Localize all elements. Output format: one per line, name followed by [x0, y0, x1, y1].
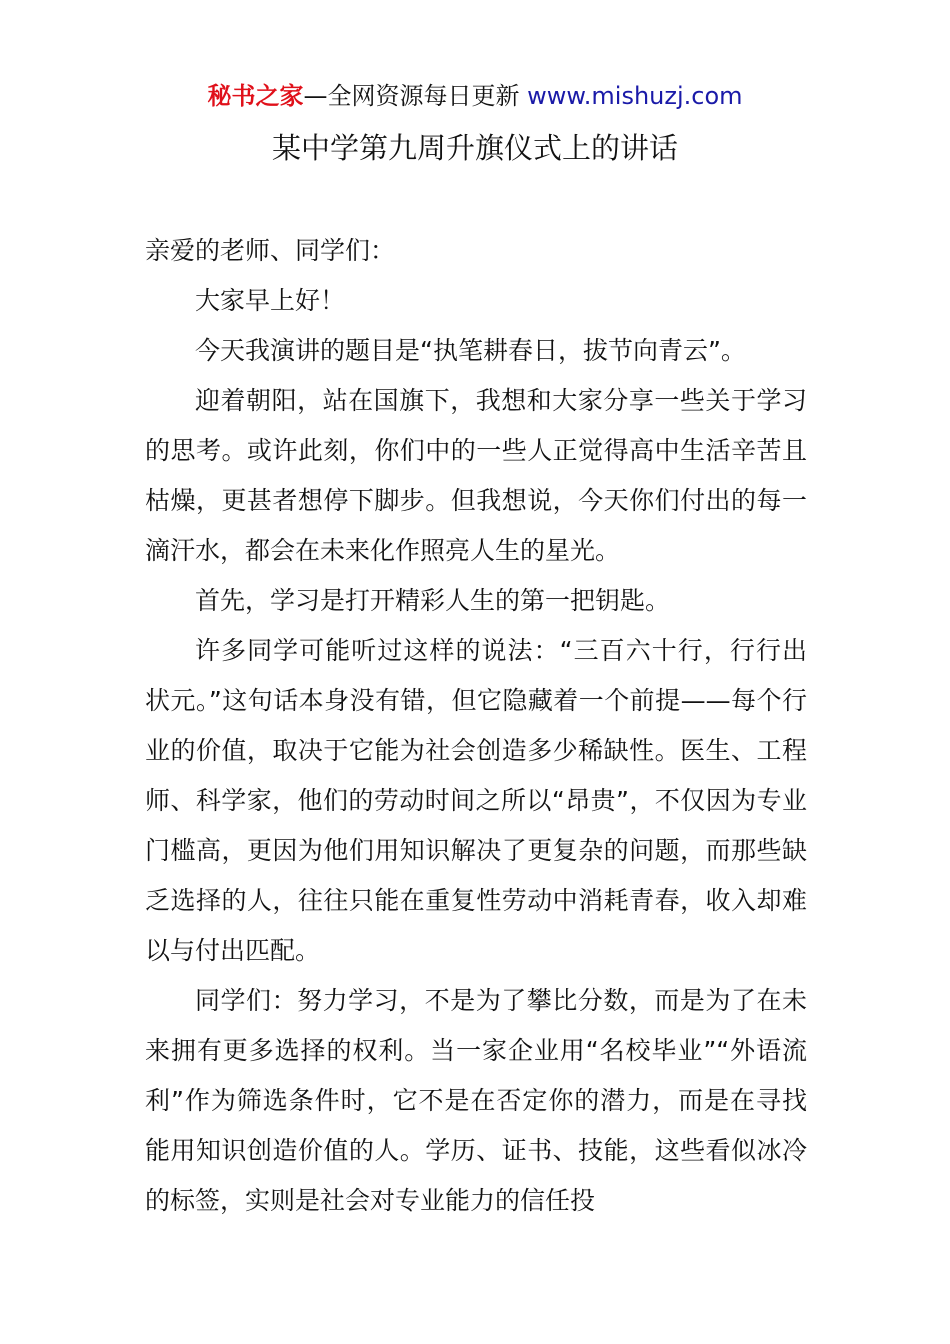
paragraph: 今天我演讲的题目是“执笔耕春日，拔节向青云”。: [195, 336, 746, 365]
paragraph: 同学们：努力学习，不是为了攀比分数，而是为了在未来拥有更多选择的权利。当一家企业用“名校毕业”“外语流利”作为筛选条件时，它不是在否定你的潜力，而是在寻找能用知识创造价值的人。学历、证书、技能，这些看似冰冷的标签，实则是社会对专业能力的信任投: [145, 986, 807, 1215]
brand-name: 秘书之家: [207, 82, 304, 110]
document-body: [145, 226, 807, 1226]
paragraph: 迎着朝阳，站在国旗下，我想和大家分享一些关于学习的思考。或许此刻，你们中的一些人正觉得高中生活辛苦且枯燥，更甚者想停下脚步。但我想说，今天你们付出的每一滴汗水，都会在未来化作照亮人生的星光。: [145, 386, 807, 565]
paragraph: 大家早上好！: [195, 286, 346, 315]
site-tagline: —全网资源每日更新: [303, 82, 520, 110]
site-url-link[interactable]: www.mishuzj.com: [527, 82, 743, 110]
salutation: 亲爱的老师、同学们：: [145, 236, 396, 265]
site-header: [0, 80, 950, 112]
document-title: 某中学第九周升旗仪式上的讲话: [271, 131, 678, 165]
paragraph: 首先，学习是打开精彩人生的第一把钥匙。: [195, 586, 671, 615]
paragraph: 许多同学可能听过这样的说法：“三百六十行，行行出状元。”这句话本身没有错，但它隐藏着一个前提——每个行业的价值，取决于它能为社会创造多少稀缺性。医生、工程师、科学家，他们的劳动时间之所以“昂贵”，不仅因为专业门槛高，更因为他们用知识解决了更复杂的问题，而那些缺乏选择的人，往往只能在重复性劳动中消耗青春，收入却难以与付出匹配。: [145, 636, 807, 965]
